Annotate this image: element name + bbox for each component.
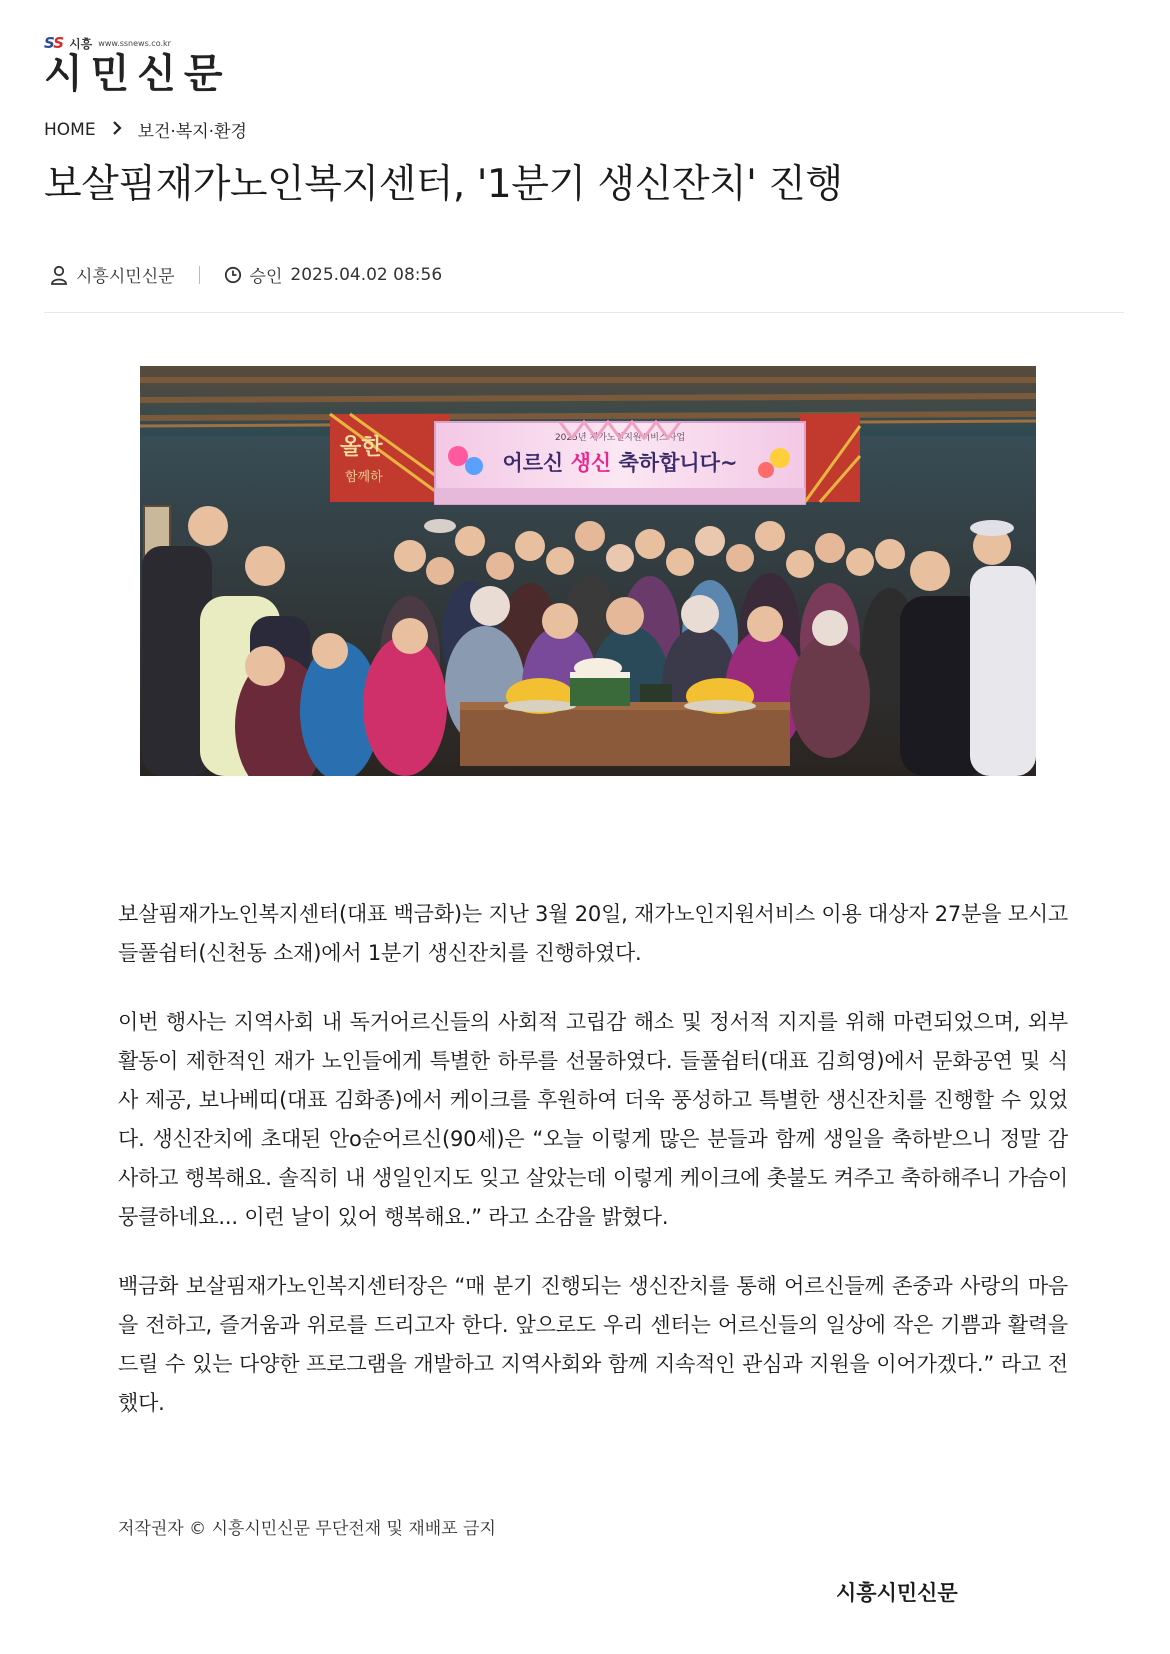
- banner-main-text: [502, 451, 737, 475]
- header-divider: [44, 312, 1124, 313]
- article-paragraph-2: 이번 행사는 지역사회 내 독거어르신들의 사회적 고립감 해소 및 정서적 지지를 위해 마련되었으며, 외부 활동이 제한적인 재가 노인들에게 특별한 하루를 선물하였다. 들풀쉼터(대표 김희영)에서 문화공연 및 식사 제공, 보나베띠(대표 김화종)에서 케이크를 후원하여 더욱 풍성하고 특별한 생신잔치를 진행할 수 있었다. 생신잔치에 초대된 안o순어르신(90세)은 “오늘 이렇게 많은 분들과 함께 생일을 축하받으니 정말 감사하고 행복해요. 솔직히 내 생일인지도 잊고 살았는데 이렇게 케이크에 촛불도 켜주고 축하해주니 가슴이 뭉클하네요... 이런 날이 있어 행복해요.” 라고 소감을 밝혔다.: [118, 1010, 1068, 1229]
- user-icon: [50, 265, 68, 285]
- logo-mark-icon: SS: [44, 34, 64, 52]
- banner-main-before: 어르신: [502, 451, 571, 475]
- left-banner-sub: 함께하: [345, 470, 383, 485]
- breadcrumb: [44, 117, 247, 142]
- approved-label: 승인: [249, 267, 283, 287]
- logo-main-name: 시민신문: [44, 51, 231, 97]
- article-photo[interactable]: [140, 366, 1036, 776]
- chevron-right-icon: [112, 121, 122, 139]
- logo-url: www.ssnews.co.kr: [98, 38, 171, 48]
- clock-icon: [224, 266, 242, 284]
- article-title: 보살핌재가노인복지센터, '1분기 생신잔치' 진행: [44, 162, 843, 207]
- party-photo-illustration: [140, 366, 1036, 776]
- left-banner-text: 올한: [340, 435, 383, 460]
- article-author[interactable]: 시흥시민신문: [76, 267, 175, 287]
- meta-divider: [199, 266, 200, 284]
- masthead-logo[interactable]: [44, 34, 231, 96]
- breadcrumb-section[interactable]: 보건·복지·환경: [137, 122, 247, 142]
- banner-main-after: 축하합니다~: [611, 451, 738, 475]
- footer-publisher-name: 시흥시민신문: [836, 1581, 958, 1605]
- banner-year-line: 2025년 재가노인지원서비스사업: [554, 433, 686, 443]
- article-paragraph-1: 보살핌재가노인복지센터(대표 백금화)는 지난 3월 20일, 재가노인지원서비스 이용 대상자 27분을 모시고 들풀쉼터(신천동 소재)에서 1분기 생신잔치를 진행하였다.: [118, 902, 1068, 965]
- article-meta: [50, 262, 442, 287]
- banner-main-highlight: 생신: [570, 451, 612, 475]
- breadcrumb-home[interactable]: HOME: [44, 119, 96, 140]
- approved-datetime: 2025.04.02 08:56: [290, 264, 443, 285]
- article-body: [118, 895, 1068, 1453]
- logo-small-name: 시흥: [69, 36, 93, 51]
- copyright-notice: 저작권자 © 시흥시민신문 무단전재 및 재배포 금지: [118, 1519, 496, 1539]
- article-paragraph-3: 백금화 보살핌재가노인복지센터장은 “매 분기 진행되는 생신잔치를 통해 어르신들께 존중과 사랑의 마음을 전하고, 즐거움과 위로를 드리고자 한다. 앞으로도 우리 센터는 어르신들의 일상에 작은 기쁨과 활력을 드릴 수 있는 다양한 프로그램을 개발하고 지역사회와 함께 지속적인 관심과 지원을 이어가겠다.” 라고 전했다.: [118, 1274, 1068, 1415]
